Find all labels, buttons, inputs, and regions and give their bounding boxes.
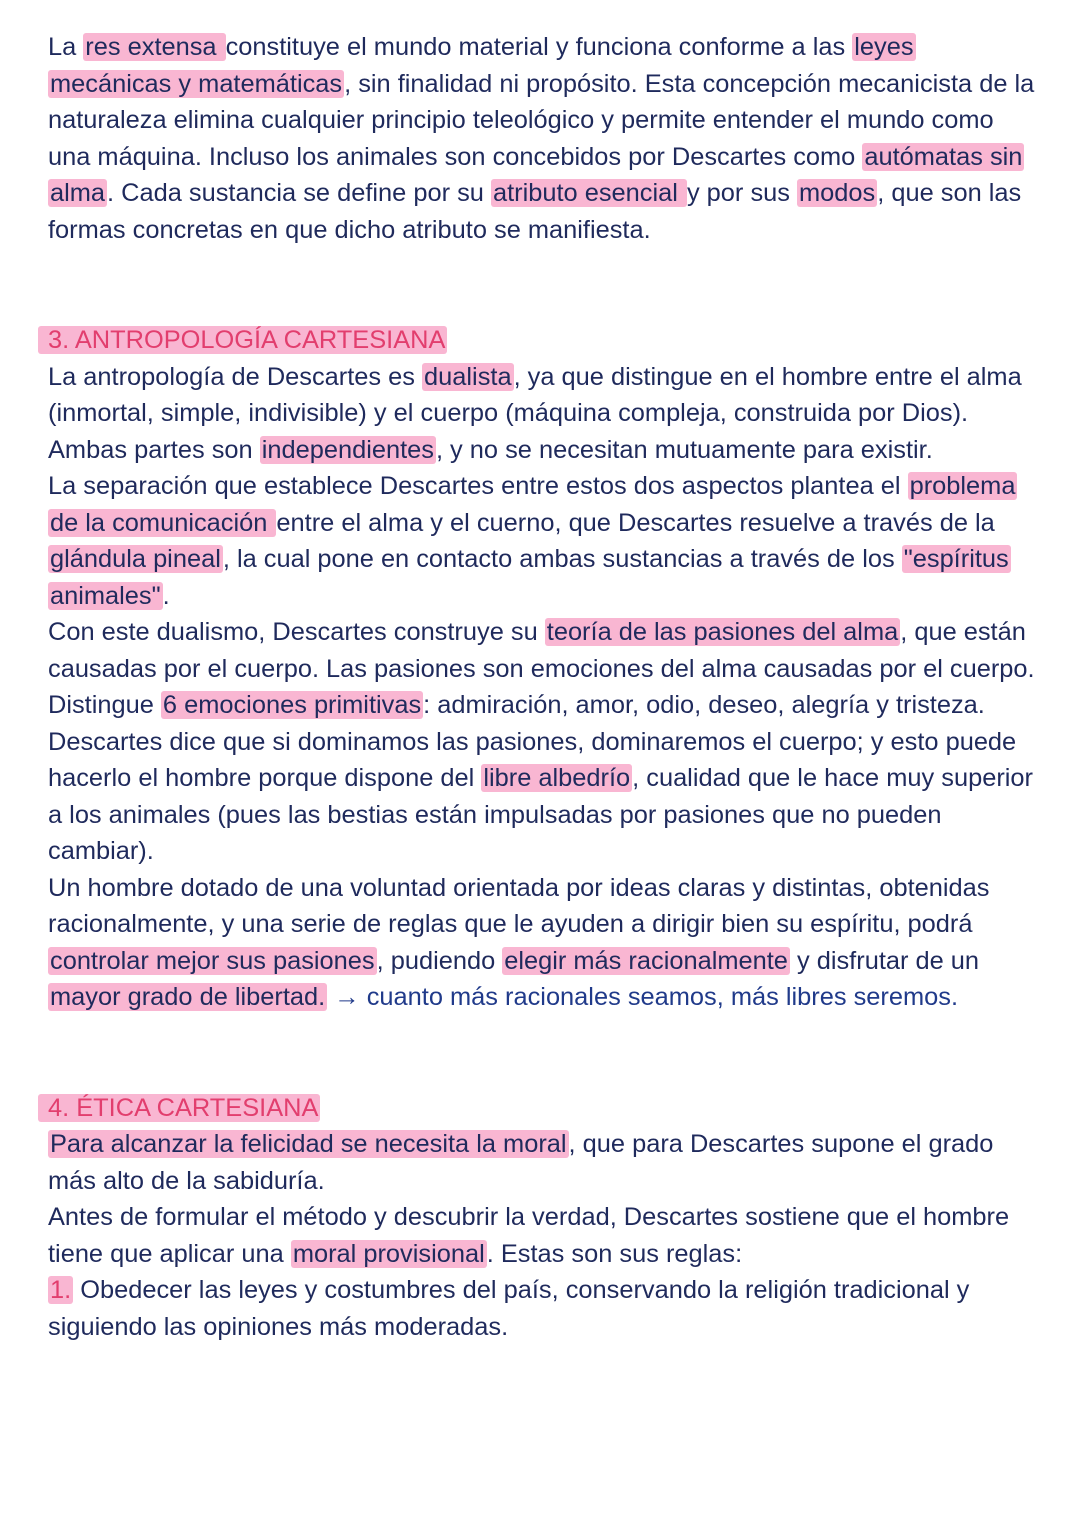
highlight-emociones-primitivas: 6 emociones primitivas xyxy=(162,691,422,719)
rule-number: 1. xyxy=(50,1276,72,1304)
highlight-mayor-libertad: mayor grado de libertad. xyxy=(50,983,326,1011)
text: entre el alma y el cuerno, que Descartes resuelve a través de la xyxy=(276,508,995,537)
text: . Cada sustancia se define por su xyxy=(107,179,491,207)
highlight-independientes: independientes xyxy=(261,435,434,464)
text: Antes de formular el método y descubrir la verdad, Descartes sostiene que el hombre tiene que aplicar una xyxy=(48,1203,1010,1268)
paragraph-libertad xyxy=(48,870,1038,1016)
text: : admiración, amor, odio, deseo, alegría y tristeza. xyxy=(423,691,985,719)
text: Descartes dice que si dominamos las pasiones, dominaremos el cuerpo; y esto puede hacerlo el hombre porque dispone del xyxy=(48,727,1017,792)
paragraph-comunicacion xyxy=(48,468,1038,614)
text: La separación que establece Descartes entre estos dos aspectos plantea el xyxy=(48,472,908,500)
text: , pudiendo xyxy=(376,946,503,975)
handwritten-note: → cuanto más racionales seamos, más libres seremos. xyxy=(327,983,958,1011)
text: . xyxy=(162,581,170,610)
section-heading-etica xyxy=(48,1090,1038,1127)
highlight-elegir-racionalmente: elegir más racionalmente xyxy=(504,946,788,975)
text: , y no se necesitan mutuamente para existir. xyxy=(435,435,933,464)
paragraph-pasiones xyxy=(48,614,1038,724)
text: . Estas son sus reglas: xyxy=(486,1239,743,1268)
text: , sin finalidad ni propósito. Esta concepción mecanicista de la naturaleza elimina cualquier principio teleológico y permite entender el mundo como una máquina. Incluso los animales son concebidos por Descartes como xyxy=(48,69,1035,171)
text: La antropología de Descartes es xyxy=(48,362,423,391)
text: , ya que distingue en el hombre entre el alma (inmortal, simple, indivisible) y el cuerpo (máquina compleja, construida por Dios). Ambas partes son xyxy=(48,362,1022,464)
highlight-felicidad: Para alcanzar la felicidad se necesita la moral xyxy=(50,1130,567,1158)
highlight-res-extensa: res extensa xyxy=(85,33,224,61)
text: , que están causadas por el cuerpo. Las pasiones son emociones del alma causadas por el cuerpo. Distingue xyxy=(48,618,1035,719)
paragraph-dualismo xyxy=(48,359,1038,469)
paragraph-libre-albedrio xyxy=(48,724,1038,870)
text: , cualidad que le hace muy superior a los animales (pues las bestias están impulsadas por pasiones que no pueden cambiar). xyxy=(48,764,1033,865)
highlight-atributo: atributo esencial xyxy=(492,179,685,207)
heading-text: 4. ÉTICA CARTESIANA xyxy=(38,1094,320,1122)
text: La xyxy=(48,33,84,61)
highlight-problema-comunicacion: problema de la comunicación xyxy=(50,472,1016,537)
highlight-controlar-pasiones: controlar mejor sus pasiones xyxy=(50,946,375,975)
highlight-glandula-pineal: glándula pineal xyxy=(50,545,221,573)
heading-text: 3. ANTROPOLOGÍA CARTESIANA xyxy=(38,326,447,354)
text: Con este dualismo, Descartes construye su xyxy=(48,618,545,646)
text: y por sus xyxy=(686,179,798,207)
highlight-moral-provisional: moral provisional xyxy=(292,1239,485,1268)
text: , que para Descartes supone el grado más alto de la sabiduría. xyxy=(48,1130,994,1195)
section-heading-antropologia xyxy=(48,322,1038,359)
text: , la cual pone en contacto ambas sustancias a través de los xyxy=(222,545,902,573)
highlight-espiritus-animales: "espíritus animales" xyxy=(50,545,1009,610)
highlight-leyes: leyes mecánicas y matemáticas xyxy=(50,33,914,98)
text: , que son las formas concretas en que dicho atributo se manifiesta. xyxy=(48,179,1022,244)
rule-item-1 xyxy=(48,1272,1038,1345)
document-page xyxy=(48,29,1038,1345)
text: y disfrutar de un xyxy=(789,946,980,975)
paragraph-felicidad xyxy=(48,1126,1038,1199)
text: Obedecer las leyes y costumbres del país, conservando la religión tradicional y siguiendo las opiniones más moderadas. xyxy=(48,1276,970,1341)
paragraph-res-extensa xyxy=(48,29,1038,248)
highlight-teoria-pasiones: teoría de las pasiones del alma xyxy=(546,618,899,646)
highlight-dualista: dualista xyxy=(424,362,512,391)
text: Un hombre dotado de una voluntad orientada por ideas claras y distintas, obtenidas racionalmente, y una serie de reglas que le ayuden a dirigir bien su espíritu, podrá xyxy=(48,873,990,938)
text: constituye el mundo material y funciona conforme a las xyxy=(225,33,853,61)
paragraph-moral-provisional xyxy=(48,1199,1038,1272)
highlight-modos: modos xyxy=(799,179,876,207)
highlight-libre-albedrio: libre albedrío xyxy=(483,764,631,792)
highlight-automatas: autómatas sin alma xyxy=(50,142,1023,207)
